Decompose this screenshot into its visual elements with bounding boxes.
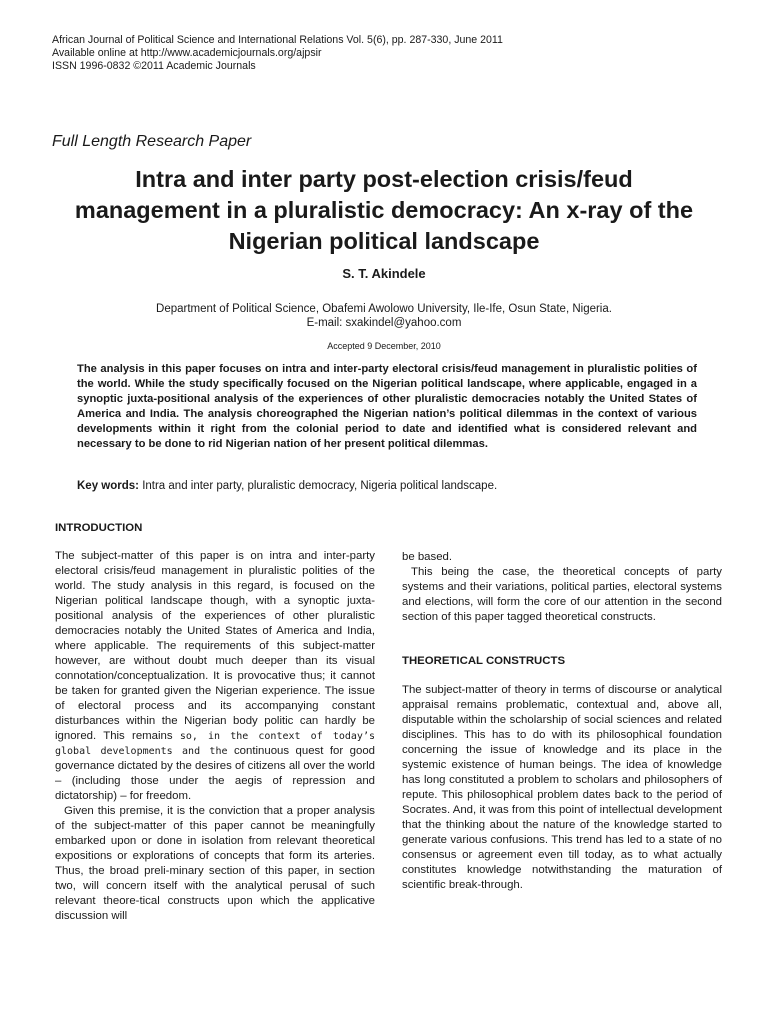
theory-paragraph-1: The subject-matter of theory in terms of discourse or analytical appraisal remains problematic, contextual and, above all, disputable within the scholarship of social sciences and related disciplines. This has to do with its philosophical foundation concerning the issue of knowledge and its place in the systemic existence of human beings. The idea of knowledge has long constituted a problem to scholars and philosophers of repute. This philosophical problem dates back to the period of Socrates. And, it was from this point of intellectual development that the thinking about the nature of the knowledge started to generate various confusions. This trend has led to a state of no consensus or agreement even till today, as to what actually constitutes knowledge notwithstanding the maturation of scientific break-through. [402,684,722,891]
accepted-date: Accepted 9 December, 2010 [327,341,441,351]
title-line-3: Nigerian political landscape [228,228,540,254]
title-line-2: management in a pluralistic democracy: An x-ray of the [74,197,694,223]
keywords [77,480,697,492]
keywords-text: Intra and inter party, pluralistic democracy, Nigeria political landscape. [139,480,498,492]
intro-paragraph-1 [55,549,375,804]
keywords-label: Key words: [77,480,139,492]
journal-citation: African Journal of Political Science and International Relations Vol. 5(6), pp. 287-330, June 2011 [52,34,503,46]
paper-type: Full Length Research Paper [52,133,252,150]
right-paragraph-2: This being the case, the theoretical concepts of party systems and their variations, political parties, electoral systems and elections, will form the core of our attention in the second section of this paper tagged theoretical constructs. [402,566,722,623]
intro-p1-part-b: so, in the context of today’s global developments and the [55,731,375,757]
intro-p1-part-c: continuous quest for good governance dictated by the desires of citizens all over the world – (including those under the aegis of repression and dictatorship) – for freedom. [55,745,375,802]
affiliation-department: Department of Political Science, Obafemi Awolowo University, Ile-Ife, Osun State, Nigeria. [156,303,612,315]
abstract: The analysis in this paper focuses on intra and inter-party electoral crisis/feud management in pluralistic polities of the world. While the study specifically focused on the Nigerian political landscape, where applicable, engaged in a synoptic juxta-positional analysis of the experiences of other pluralistic democracies notably the United States of America and India. The analysis choreographed the Nigerian nation’s political dilemmas in the context of various developments within it right from the colonial period to date and identified what is considered relevant and necessary to be done to rid Nigerian nation of her present political dilemmas. [77,363,697,450]
title-line-1: Intra and inter party post-election crisis/feud [135,166,633,192]
journal-url: Available online at http://www.academicjournals.org/ajpsir [52,47,322,59]
journal-issn: ISSN 1996-0832 ©2011 Academic Journals [52,60,256,72]
right-column [402,550,722,893]
section-heading-introduction: INTRODUCTION [55,522,143,534]
author-affiliation [0,302,768,330]
paper-title [40,164,728,257]
intro-p1-part-a: The subject-matter of this paper is on intra and inter-party electoral crisis/feud management in pluralistic polities of the world. The study analysis in this regard, is focused on the Nigerian political landscape though, with a synoptic juxta-positional analysis of the experiences of other pluralistic democracies notably the United States of America and India, where applicable. The requirements of this subject-matter however, are without doubt much deeper than its visual connotation/conceptualization. It is provocative thus; it cannot be taken for granted given the Nigerian experience. The issue of electoral process and its accompanying constant disturbances within the Nigerian body politic can hardly be ignored. This remains [55,550,375,742]
affiliation-email: E-mail: sxakindel@yahoo.com [306,317,462,329]
right-paragraph-1: be based. [402,551,453,563]
author-name: S. T. Akindele [342,266,426,281]
left-column [55,521,375,924]
section-heading-theoretical-constructs: THEORETICAL CONSTRUCTS [402,655,566,667]
journal-header [52,34,503,73]
intro-paragraph-2: Given this premise, it is the conviction that a proper analysis of the subject-matter of this paper cannot be meaningfully embarked upon or done in isolation from relevant theoretical expositions or explorations of concepts that form its arteries. Thus, the broad preli-minary section of this paper, in section two, will concern itself with the analytical perusal of such relevant theore-tical constructs upon which the applicative discussion will [55,805,375,922]
